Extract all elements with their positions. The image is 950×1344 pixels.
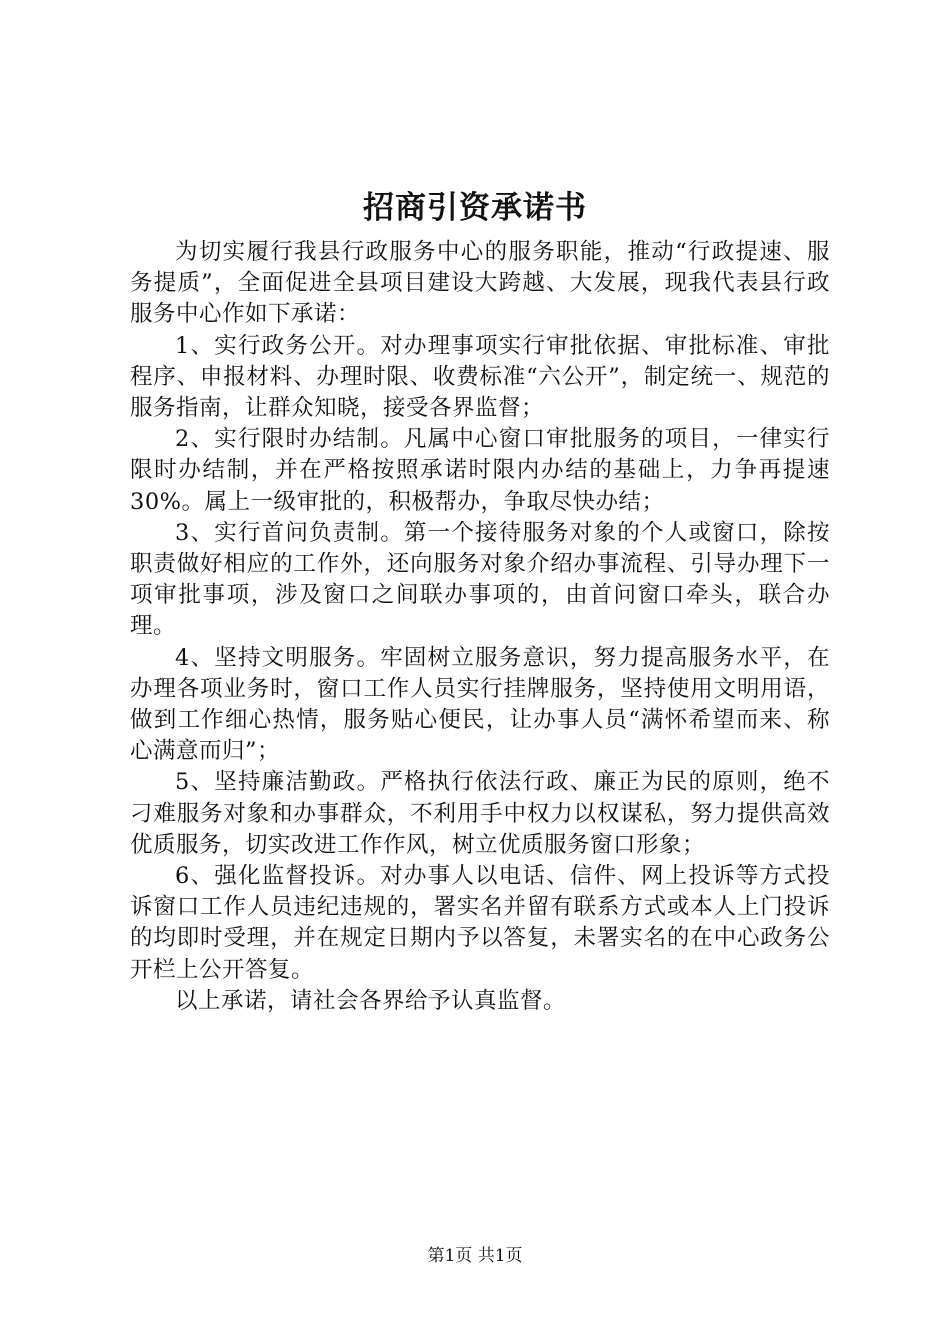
document-body xyxy=(130,237,830,1017)
intro-paragraph: 为切实履行我县行政服务中心的服务职能，推动“行政提速、服务提质”，全面促进全县项目建设大跨越、大发展，现我代表县行政服务中心作如下承诺： xyxy=(130,239,830,328)
commitment-paragraph-3: 3、实行首问负责制。第一个接待服务对象的个人或窗口，除按职责做好相应的工作外，还向服务对象介绍办事流程、引导办理下一项审批事项，涉及窗口之间联办事项的，由首问窗口牵头，联合办理。 xyxy=(130,519,830,640)
commitment-paragraph-6: 6、强化监督投诉。对办事人以电话、信件、网上投诉等方式投诉窗口工作人员违纪违规的，署实名并留有联系方式或本人上门投诉的均即时受理，并在规定日期内予以答复，未署实名的在中心政务公开栏上公开答复。 xyxy=(130,863,830,983)
commitment-paragraph-4: 4、坚持文明服务。牢固树立服务意识，努力提高服务水平，在办理各项业务时，窗口工作人员实行挂牌服务，坚持使用文明用语，做到工作细心热情，服务贴心便民，让办事人员“满怀希望而来、称心满意而归”； xyxy=(130,644,830,765)
closing-paragraph: 以上承诺，请社会各界给予认真监督。 xyxy=(175,987,567,1014)
document-title: 招商引资承诺书 xyxy=(363,190,587,226)
commitment-paragraph-1: 1、实行政务公开。对办理事项实行审批依据、审批标准、审批程序、申报材料、办理时限、收费标准“六公开”，制定统一、规范的服务指南，让群众知晓，接受各界监督； xyxy=(130,332,830,422)
commitment-paragraph-2: 2、实行限时办结制。凡属中心窗口审批服务的项目，一律实行限时办结制，并在严格按照承诺时限内办结的基础上，力争再提速30%。属上一级审批的，积极帮办，争取尽快办结； xyxy=(130,426,830,515)
commitment-paragraph-5: 5、坚持廉洁勤政。严格执行依法行政、廉正为民的原则，绝不刁难服务对象和办事群众，不利用手中权力以权谋私，努力提供高效优质服务，切实改进工作作风，树立优质服务窗口形象； xyxy=(130,769,830,858)
page-number-footer: 第1页 共1页 xyxy=(427,1246,523,1266)
